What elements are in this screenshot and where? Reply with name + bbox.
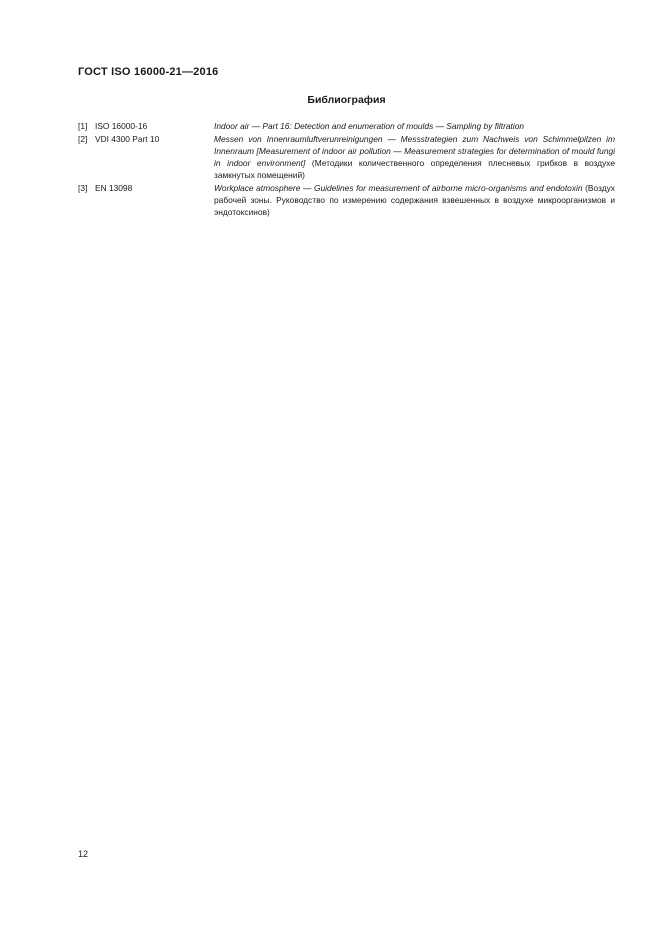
entry-title-italic: Workplace atmosphere — Guidelines for measurement of airborne micro-organisms and endotoxin xyxy=(214,183,583,194)
entry-reference: ISO 16000-16 xyxy=(95,121,148,131)
entry-title-plain: (Воздух рабочей зоны. Руководство по измерению содержания взвешенных в воздухе микроорганизмов и эндотоксинов) xyxy=(214,183,615,217)
entry-reference: VDI 4300 Part 10 xyxy=(95,134,160,145)
document-header: ГОСТ ISO 16000-21—2016 xyxy=(78,66,219,78)
entry-reference: EN 13098 xyxy=(95,183,133,194)
entry-title xyxy=(214,121,615,133)
entry-title-italic: Indoor air — Part 16: Detection and enumeration of moulds — Sampling by filtration xyxy=(214,121,525,131)
bibliography-title: Библиография xyxy=(307,94,386,106)
bibliography-entry xyxy=(78,183,615,218)
page-number: 12 xyxy=(78,849,89,859)
entry-number: [1] xyxy=(78,121,88,131)
entry-title xyxy=(214,183,615,218)
entry-title xyxy=(214,134,615,181)
entry-title-plain: (Методики количественного определения плесневых грибков в воздухе замкнутых помещений) xyxy=(214,157,615,180)
entry-number: [3] xyxy=(78,183,88,194)
entry-number: [2] xyxy=(78,134,88,145)
entry-title-italic: Messen von Innenraumluftverunreinigungen — Messstrategien zum Nachweis von Schimmelpilzen im Innenraum [Measurement of indoor air pollution — Measurement strategies for determination of mould fungi in indoor environment] xyxy=(214,134,615,168)
bibliography-entry xyxy=(78,134,615,181)
bibliography-entry xyxy=(78,121,615,133)
bibliography-list xyxy=(78,121,615,220)
